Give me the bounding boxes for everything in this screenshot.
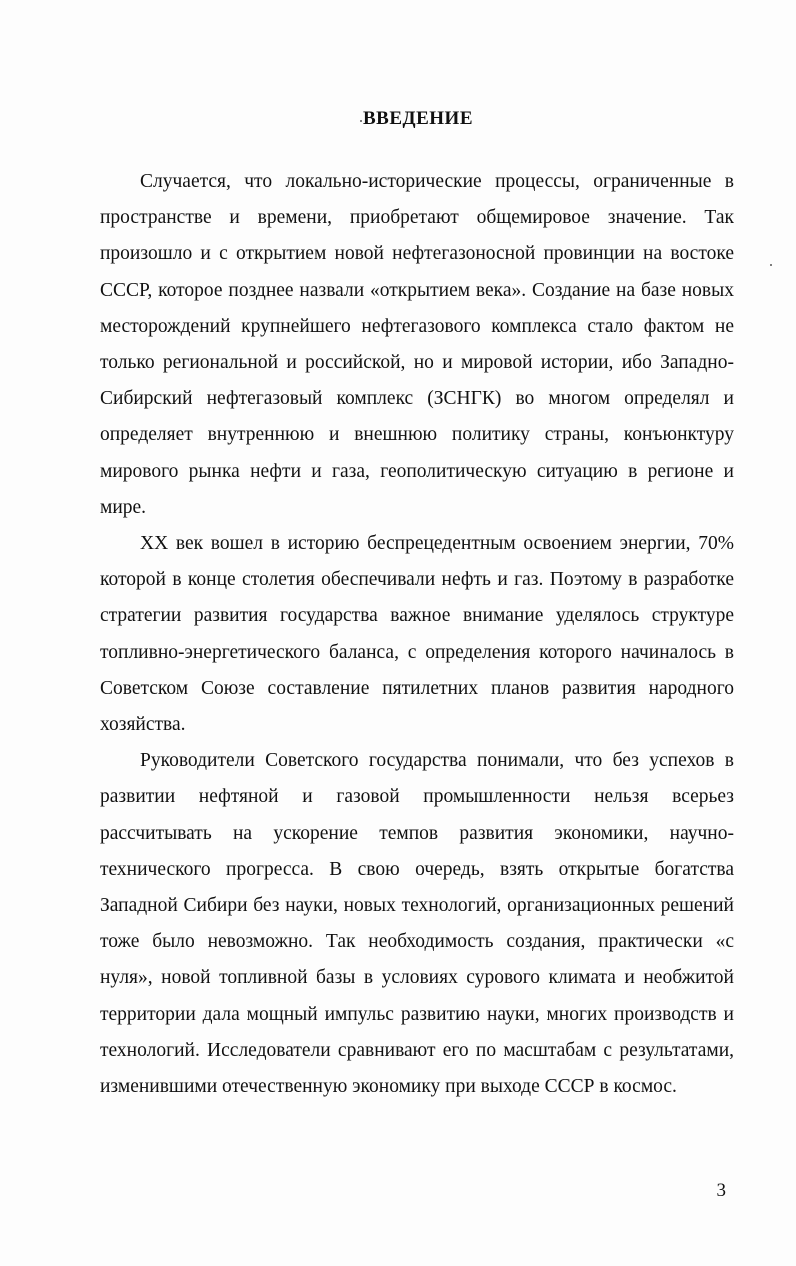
- paragraph-1: Случается, что локально-исторические процессы, ограниченные в пространстве и времени, приобретают общемировое значение. Так произошло и с открытием новой нефтегазоносной провинции на востоке СССР, которое позднее назвали «открытием века». Создание на базе новых месторождений крупнейшего нефтегазового комплекса стало фактом не только региональной и российской, но и мировой истории, ибо Западно-Сибирский нефтегазовый комплекс (ЗСНГК) во многом определял и определяет внутреннюю и внешнюю политику страны, конъюнктуру мирового рынка нефти и газа, геополитическую ситуацию в регионе и мире.: [100, 171, 734, 518]
- paragraph-2: XX век вошел в историю беспрецедентным освоением энергии, 70% которой в конце столетия обеспечивали нефть и газ. Поэтому в разработке стратегии развития государства важное внимание уделялось структуре топливно-энергетического баланса, с определения которого начиналось в Советском Союзе составление пятилетних планов развития народного хозяйства.: [100, 533, 734, 736]
- page-title: ВВЕДЕНИЕ: [363, 108, 473, 129]
- body-text: [100, 164, 734, 1105]
- scan-speck: [770, 264, 772, 266]
- page-number: 3: [716, 1180, 726, 1201]
- paragraph-3: Руководители Советского государства понимали, что без успехов в развитии нефтяной и газовой промышленности нельзя всерьез рассчитывать на ускорение темпов развития экономики, научно-технического прогресса. В свою очередь, взять открытые богатства Западной Сибири без науки, новых технологий, организационных решений тоже было невозможно. Так необходимость создания, практически «с нуля», новой топливной базы в условиях сурового климата и необжитой территории дала мощный импульс развитию науки, многих производств и технологий. Исследователи сравнивают его по масштабам с результатами, изменившими отечественную экономику при выходе СССР в космос.: [100, 750, 734, 1098]
- scan-speck: [360, 120, 362, 122]
